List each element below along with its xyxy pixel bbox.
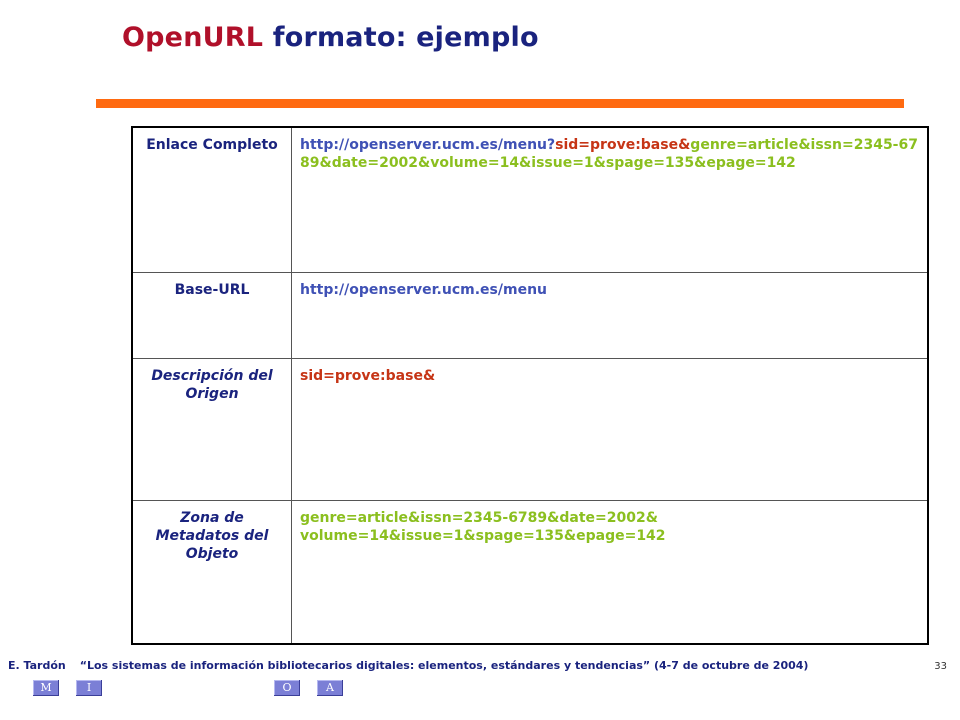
nav-button-a[interactable]: A [317, 680, 343, 696]
footer-citation [8, 659, 808, 672]
page-number: 33 [934, 661, 947, 672]
title-rest: formato: ejemplo [272, 22, 539, 53]
row-label-enlace-completo: Enlace Completo [132, 127, 292, 272]
row-label-zona-metadatos: Zona de Metadatos del Objeto [132, 500, 292, 644]
row-label-descripcion-origen: Descripción del Origen [132, 358, 292, 500]
row-label-base-url: Base-URL [132, 272, 292, 358]
table-row [132, 272, 928, 358]
table-row [132, 500, 928, 644]
footer-author: E. Tardón [8, 659, 66, 672]
row-value-base-url: http://openserver.ucm.es/menu [292, 272, 929, 358]
title-underline-bar [96, 99, 904, 108]
slide-title [122, 22, 539, 53]
full-link-sid-part: sid=prove:base& [555, 137, 691, 153]
row-value-descripcion-origen: sid=prove:base& [292, 358, 929, 500]
nav-button-i[interactable]: I [76, 680, 102, 696]
table-row [132, 127, 928, 272]
table-row [132, 358, 928, 500]
row-value-zona-metadatos [292, 500, 929, 644]
title-openurl: OpenURL [122, 22, 264, 53]
metadata-line-1: genre=article&issn=2345-6789&date=2002& [300, 509, 658, 526]
nav-button-o[interactable]: O [274, 680, 300, 696]
nav-button-m[interactable]: M [33, 680, 59, 696]
row-value-enlace-completo [292, 127, 929, 272]
footer-text: “Los sistemas de información bibliotecarios digitales: elementos, estándares y tendencias” (4-7 de octubre de 2004) [79, 659, 809, 672]
openurl-example-table [131, 126, 929, 645]
full-link-metadata-part: genre=article&issn=2345-6789&date=2002&volume=14&issue=1&spage=135&epage=142 [300, 137, 918, 171]
metadata-line-2: volume=14&issue=1&spage=135&epage=142 [300, 527, 666, 544]
full-link-base-part: http://openserver.ucm.es/menu? [300, 137, 556, 153]
